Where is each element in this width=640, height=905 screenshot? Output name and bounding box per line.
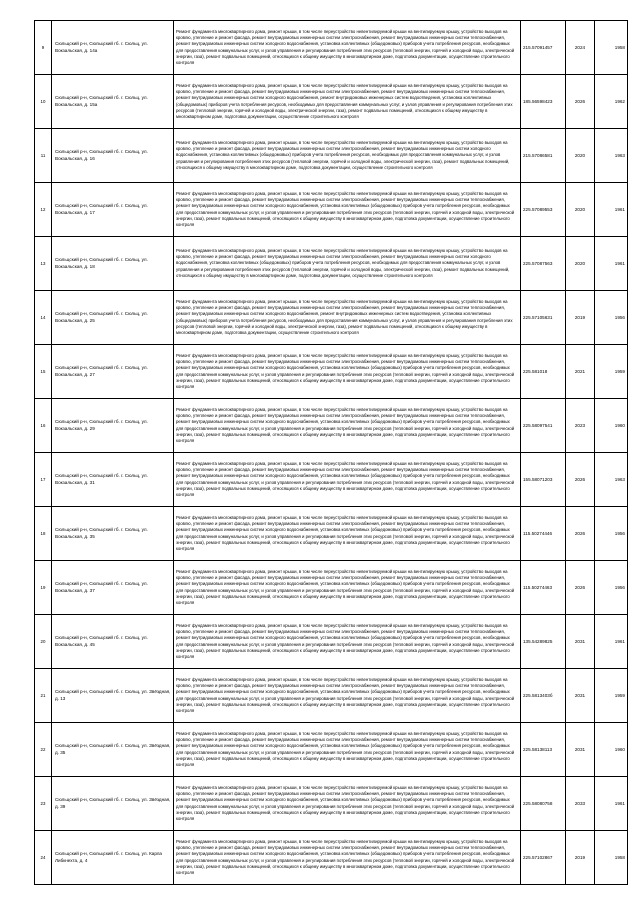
area-cell: 225.5813403б: [521, 669, 566, 723]
table-row: [35, 723, 628, 777]
area-cell: 225.57089553: [521, 183, 566, 237]
table-row: [35, 129, 628, 183]
planned-year-cell: 2024: [566, 21, 595, 75]
build-year-cell: 1961: [595, 615, 628, 669]
row-number-cell: 19: [35, 561, 52, 615]
area-cell: 225.58080758: [521, 777, 566, 831]
build-year-cell: 1960: [595, 399, 628, 453]
area-cell: 135.54289825: [521, 615, 566, 669]
planned-year-cell: 2031: [566, 615, 595, 669]
row-number-cell: 24: [35, 831, 52, 885]
planned-year-cell: 2020: [566, 183, 595, 237]
work-description-cell: Ремонт фундамента многоквартирного дома, ремонт крыши, в том числе переустройство невентилируемой крыши на вентилируемую крышу, устройство выходов на кровлю, утепление и ремонт фасада, ремонт внутридомовых инженерных систем электроснабжения, ремонт внутридомовых инженерных систем теплоснабжения, ремонт внутридомовых инженерных систем холодного водоснабжения, установка коллективных (общедомовых) приборов учета потребления ресурсов, необходимых для предоставления коммунальных услуг, и узлов управления и регулирования потребления этих ресурсов (тепловой энергии, горячей и холодной воды, электрической энергии, газа), ремонт подвальных помещений, относящихся к общему имуществу в многоквартирном доме, подготовка документации, осуществление строительного контроля: [174, 777, 521, 831]
planned-year-cell: 2026: [566, 75, 595, 129]
row-number-cell: 12: [35, 183, 52, 237]
area-cell: 225.57087563: [521, 237, 566, 291]
row-number-cell: 17: [35, 453, 52, 507]
address-cell: Сюльцский р-н, Сюльцский гб. г. Сюльц, ул. Карла Либкнехта, д. 4: [52, 831, 174, 885]
build-year-cell: 1962: [595, 75, 628, 129]
address-cell: Сюльцский р-н, Сюльцский гб. г. Сюльц, ул. Звёздная, д. 39: [52, 777, 174, 831]
work-description-cell: Ремонт фундамента многоквартирного дома, ремонт крыши, в том числе переустройство невентилируемой крыши на вентилируемую крышу, устройство выходов на кровлю, утепление и ремонт фасада, ремонт внутридомовых инженерных систем электроснабжения, ремонт внутридомовых инженерных систем теплоснабжения, ремонт внутридомовых инженерных систем холодного водоснабжения, установка коллективных (общедомовых) приборов учета потребления ресурсов, необходимых для предоставления коммунальных услуг, и узлов управления и регулирования потребления этих ресурсов (тепловой энергии, горячей и холодной воды, электрической энергии, газа), ремонт подвальных помещений, относящихся к общему имуществу в многоквартирном доме, подготовка документации, осуществление строительного контроля: [174, 183, 521, 237]
area-cell: 225.57105631: [521, 291, 566, 345]
address-cell: Сюльцский р-н, Сюльцский гб. г. Сюльц, ул. Вокзальская, д. 14а: [52, 21, 174, 75]
build-year-cell: 1958: [595, 21, 628, 75]
table-row: [35, 399, 628, 453]
planned-year-cell: 2019: [566, 291, 595, 345]
build-year-cell: 1961: [595, 777, 628, 831]
build-year-cell: 1961: [595, 237, 628, 291]
table-row: [35, 453, 628, 507]
table-row: [35, 21, 628, 75]
planned-year-cell: 2031: [566, 669, 595, 723]
row-number-cell: 15: [35, 345, 52, 399]
area-cell: 225.581018: [521, 345, 566, 399]
planned-year-cell: 2020: [566, 237, 595, 291]
planned-year-cell: 2020: [566, 129, 595, 183]
area-cell: 185.56598423: [521, 75, 566, 129]
planned-year-cell: 2026: [566, 453, 595, 507]
build-year-cell: 1959: [595, 345, 628, 399]
work-description-cell: Ремонт фундамента многоквартирного дома, ремонт крыши, в том числе переустройство невентилируемой крыши на вентилируемую крышу, устройство выходов на кровлю, утепление и ремонт фасада, ремонт внутридомовых инженерных систем электроснабжения, ремонт внутридомовых инженерных систем теплоснабжения, ремонт внутридомовых инженерных систем холодного водоснабжения, установка коллективных (общедомовых) приборов учета потребления ресурсов, необходимых для предоставления коммунальных услуг, и узлов управления и регулирования потребления этих ресурсов (тепловой энергии, горячей и холодной воды, электрической энергии, газа), ремонт подвальных помещений, относящихся к общему имуществу в многоквартирном доме, подготовка документации, осуществление строительного контроля: [174, 831, 521, 885]
work-description-cell: Ремонт фундамента многоквартирного дома, ремонт крыши, в том числе переустройство невентилируемой крыши на вентилируемую крышу, устройство выходов на кровлю, утепление и ремонт фасада, ремонт внутридомовых инженерных систем электроснабжения, ремонт внутридомовых инженерных систем теплоснабжения, ремонт внутридомовых инженерных систем холодного водоснабжения, ремонт внутридомовых инженерных систем водоотведения, установка коллективных (общедомовых) приборов учета потребления ресурсов, необходимых для предоставления коммунальных услуг, и узлов управления и регулирования потребления этих ресурсов (тепловой энергии, горячей и холодной воды, электрической энергии, газа), ремонт подвальных помещений, относящихся к общему имуществу в многоквартирном доме, подготовка документации, осуществление строительного контроля: [174, 291, 521, 345]
work-description-cell: Ремонт фундамента многоквартирного дома, ремонт крыши, в том числе переустройство невентилируемой крыши на вентилируемую крышу, устройство выходов на кровлю, утепление и ремонт фасада, ремонт внутридомовых инженерных систем электроснабжения, ремонт внутридомовых инженерных систем теплоснабжения, ремонт внутридомовых инженерных систем холодного водоснабжения, установка коллективных (общедомовых) приборов учета потребления ресурсов, необходимых для предоставления коммунальных услуг, и узлов управления и регулирования потребления этих ресурсов (тепловой энергии, горячей и холодной воды, электрической энергии, газа), ремонт подвальных помещений, относящихся к общему имуществу в многоквартирном доме, подготовка документации, осуществление строительного контроля: [174, 615, 521, 669]
work-description-cell: Ремонт фундамента многоквартирного дома, ремонт крыши, в том числе переустройство невентилируемой крыши на вентилируемую крышу, устройство выходов на кровлю, утепление и ремонт фасада, ремонт внутридомовых инженерных систем электроснабжения, ремонт внутридомовых инженерных систем холодного водоснабжения, установка коллективных (общедомовых) приборов учета потребления ресурсов, необходимых для предоставления коммунальных услуг, и узлов управления и регулирования потребления этих ресурсов (тепловой энергии, горячей и холодной воды, электрической энергии, газа), ремонт подвальных помещений, относящихся к общему имуществу в многоквартирном доме, подготовка документации, осуществление строительного контроля: [174, 237, 521, 291]
row-number-cell: 16: [35, 399, 52, 453]
work-description-cell: Ремонт фундамента многоквартирного дома, ремонт крыши, в том числе переустройство невентилируемой крыши на вентилируемую крышу, устройство выходов на кровлю, утепление и ремонт фасада, ремонт внутридомовых инженерных систем электроснабжения, ремонт внутридомовых инженерных систем теплоснабжения, ремонт внутридомовых инженерных систем холодного водоснабжения, установка коллективных (общедомовых) приборов учета потребления ресурсов, необходимых для предоставления коммунальных услуг, и узлов управления и регулирования потребления этих ресурсов (тепловой энергии, горячей и холодной воды, электрической энергии, газа), ремонт подвальных помещений, относящихся к общему имуществу в многоквартирном доме, подготовка документации, осуществление строительного контроля: [174, 723, 521, 777]
build-year-cell: 1959: [595, 669, 628, 723]
area-cell: 115.50274463: [521, 561, 566, 615]
work-description-cell: Ремонт фундамента многоквартирного дома, ремонт крыши, в том числе переустройство невентилируемой крыши на вентилируемую крышу, устройство выходов на кровлю, утепление и ремонт фасада, ремонт внутридомовых инженерных систем электроснабжения, ремонт внутридомовых инженерных систем теплоснабжения, ремонт внутридомовых инженерных систем холодного водоснабжения, установка коллективных (общедомовых) приборов учета потребления ресурсов, необходимых для предоставления коммунальных услуг, и узлов управления и регулирования потребления этих ресурсов (тепловой энергии, горячей и холодной воды, электрической энергии, газа), ремонт подвальных помещений, относящихся к общему имуществу в многоквартирном доме, подготовка документации, осуществление строительного контроля: [174, 21, 521, 75]
build-year-cell: 1963: [595, 129, 628, 183]
area-cell: 155.58071203: [521, 453, 566, 507]
address-cell: Сюльцский р-н, Сюльцский гб. г. Сюльц, ул. Звёздная, д. 13: [52, 669, 174, 723]
address-cell: Сюльцский р-н, Сюльцский гб. г. Сюльц, ул. Вокзальская, д. 35: [52, 507, 174, 561]
work-description-cell: Ремонт фундамента многоквартирного дома, ремонт крыши, в том числе переустройство невентилируемой крыши на вентилируемую крышу, устройство выходов на кровлю, утепление и ремонт фасада, ремонт внутридомовых инженерных систем электроснабжения, ремонт внутридомовых инженерных систем теплоснабжения, ремонт внутридомовых инженерных систем холодного водоснабжения, ремонт внутридомовых инженерных систем водоотведения, установка коллективных (общедомовых) приборов учета потребления ресурсов, необходимых для предоставления коммунальных услуг, и узлов управления и регулирования потребления этих ресурсов (тепловой энергии, горячей и холодной воды, электрической энергии, газа), ремонт подвальных помещений, относящихся к общему имуществу в многоквартирном доме, подготовка документации, осуществление строительного контроля: [174, 75, 521, 129]
row-number-cell: 10: [35, 75, 52, 129]
table-row: [35, 237, 628, 291]
work-description-cell: Ремонт фундамента многоквартирного дома, ремонт крыши, в том числе переустройство невентилируемой крыши на вентилируемую крышу, устройство выходов на кровлю, утепление и ремонт фасада, ремонт внутридомовых инженерных систем электроснабжения, ремонт внутридомовых инженерных систем теплоснабжения, ремонт внутридомовых инженерных систем холодного водоснабжения, установка коллективных (общедомовых) приборов учета потребления ресурсов, необходимых для предоставления коммунальных услуг, и узлов управления и регулирования потребления этих ресурсов (тепловой энергии, горячей и холодной воды, электрической энергии, газа), ремонт подвальных помещений, относящихся к общему имуществу в многоквартирном доме, подготовка документации, осуществление строительного контроля: [174, 669, 521, 723]
address-cell: Сюльцский р-н, Сюльцский гб. г. Сюльц, ул. Вокзальская, д. 25: [52, 291, 174, 345]
planned-year-cell: 2023: [566, 399, 595, 453]
table-row: [35, 615, 628, 669]
address-cell: Сюльцский р-н, Сюльцский гб. г. Сюльц, ул. Вокзальская, д. 37: [52, 561, 174, 615]
work-description-cell: Ремонт фундамента многоквартирного дома, ремонт крыши, в том числе переустройство невентилируемой крыши на вентилируемую крышу, устройство выходов на кровлю, утепление и ремонт фасада, ремонт внутридомовых инженерных систем электроснабжения, ремонт внутридомовых инженерных систем холодного водоснабжения, установка коллективных (общедомовых) приборов учета потребления ресурсов, необходимых для предоставления коммунальных услуг, и узлов управления и регулирования потребления этих ресурсов (тепловой энергии, горячей и холодной воды, электрической энергии, газа), ремонт подвальных помещений, относящихся к общему имуществу в многоквартирном доме, подготовка документации, осуществление строительного контроля: [174, 129, 521, 183]
work-description-cell: Ремонт фундамента многоквартирного дома, ремонт крыши, в том числе переустройство невентилируемой крыши на вентилируемую крышу, устройство выходов на кровлю, утепление и ремонт фасада, ремонт внутридомовых инженерных систем электроснабжения, ремонт внутридомовых инженерных систем теплоснабжения, ремонт внутридомовых инженерных систем холодного водоснабжения, установка коллективных (общедомовых) приборов учета потребления ресурсов, необходимых для предоставления коммунальных услуг, и узлов управления и регулирования потребления этих ресурсов (тепловой энергии, горячей и холодной воды, электрической энергии, газа), ремонт подвальных помещений, относящихся к общему имуществу в многоквартирном доме, подготовка документации, осуществление строительного контроля: [174, 561, 521, 615]
address-cell: Сюльцский р-н, Сюльцский гб. г. Сюльц, ул. Вокзальская, д. 27: [52, 345, 174, 399]
table-row: [35, 345, 628, 399]
row-number-cell: 23: [35, 777, 52, 831]
work-description-cell: Ремонт фундамента многоквартирного дома, ремонт крыши, в том числе переустройство невентилируемой крыши на вентилируемую крышу, устройство выходов на кровлю, утепление и ремонт фасада, ремонт внутридомовых инженерных систем электроснабжения, ремонт внутридомовых инженерных систем теплоснабжения, ремонт внутридомовых инженерных систем холодного водоснабжения, установка коллективных (общедомовых) приборов учета потребления ресурсов, необходимых для предоставления коммунальных услуг, и узлов управления и регулирования потребления этих ресурсов (тепловой энергии, горячей и холодной воды, электрической энергии, газа), ремонт подвальных помещений, относящихся к общему имуществу в многоквартирном доме, подготовка документации, осуществление строительного контроля: [174, 345, 521, 399]
address-cell: Сюльцский р-н, Сюльцский гб. г. Сюльц, ул. Звёздная, д. 35: [52, 723, 174, 777]
area-cell: 115.50274446: [521, 507, 566, 561]
planned-year-cell: 2026: [566, 561, 595, 615]
work-description-cell: Ремонт фундамента многоквартирного дома, ремонт крыши, в том числе переустройство невентилируемой крыши на вентилируемую крышу, устройство выходов на кровлю, утепление и ремонт фасада, ремонт внутридомовых инженерных систем электроснабжения, ремонт внутридомовых инженерных систем теплоснабжения, ремонт внутридомовых инженерных систем холодного водоснабжения, установка коллективных (общедомовых) приборов учета потребления ресурсов, необходимых для предоставления коммунальных услуг, и узлов управления и регулирования потребления этих ресурсов (тепловой энергии, горячей и холодной воды, электрической энергии, газа), ремонт подвальных помещений, относящихся к общему имуществу в многоквартирном доме, подготовка документации, осуществление строительного контроля: [174, 453, 521, 507]
build-year-cell: 1958: [595, 831, 628, 885]
build-year-cell: 1956: [595, 561, 628, 615]
area-cell: 215.57086581: [521, 129, 566, 183]
build-year-cell: 1956: [595, 507, 628, 561]
address-cell: Сюльцский р-н, Сюльцский гб. г. Сюльц, ул. Вокзальская, д. 18: [52, 237, 174, 291]
area-cell: 225.57102867: [521, 831, 566, 885]
row-number-cell: 22: [35, 723, 52, 777]
table-row: [35, 831, 628, 885]
address-cell: Сюльцский р-н, Сюльцский гб. г. Сюльц, ул. Вокзальская, д. 31: [52, 453, 174, 507]
planned-year-cell: 2031: [566, 723, 595, 777]
planned-year-cell: 2019: [566, 831, 595, 885]
planned-year-cell: 2021: [566, 345, 595, 399]
row-number-cell: 18: [35, 507, 52, 561]
row-number-cell: 14: [35, 291, 52, 345]
table-row: [35, 777, 628, 831]
planned-year-cell: 2026: [566, 507, 595, 561]
area-cell: 225.58097541: [521, 399, 566, 453]
table-row: [35, 291, 628, 345]
build-year-cell: 1956: [595, 291, 628, 345]
row-number-cell: 13: [35, 237, 52, 291]
row-number-cell: 9: [35, 21, 52, 75]
table-row: [35, 75, 628, 129]
area-cell: 225.58138113: [521, 723, 566, 777]
work-description-cell: Ремонт фундамента многоквартирного дома, ремонт крыши, в том числе переустройство невентилируемой крыши на вентилируемую крышу, устройство выходов на кровлю, утепление и ремонт фасада, ремонт внутридомовых инженерных систем электроснабжения, ремонт внутридомовых инженерных систем теплоснабжения, ремонт внутридомовых инженерных систем холодного водоснабжения, установка коллективных (общедомовых) приборов учета потребления ресурсов, необходимых для предоставления коммунальных услуг, и узлов управления и регулирования потребления этих ресурсов (тепловой энергии, горячей и холодной воды, электрической энергии, газа), ремонт подвальных помещений, относящихся к общему имуществу в многоквартирном доме, подготовка документации, осуществление строительного контроля: [174, 507, 521, 561]
repair-program-table: [34, 20, 628, 885]
table-row: [35, 183, 628, 237]
planned-year-cell: 2033: [566, 777, 595, 831]
address-cell: Сюльцский р-н, Сюльцский гб. г. Сюльц, ул. Вокзальская, д. 45: [52, 615, 174, 669]
build-year-cell: 1963: [595, 453, 628, 507]
table-row: [35, 507, 628, 561]
area-cell: 215.57091457: [521, 21, 566, 75]
address-cell: Сюльцский р-н, Сюльцский гб. г. Сюльц, ул. Вокзальская, д. 15а: [52, 75, 174, 129]
table-body: [35, 21, 628, 885]
row-number-cell: 20: [35, 615, 52, 669]
table-row: [35, 561, 628, 615]
build-year-cell: 1961: [595, 183, 628, 237]
table-row: [35, 669, 628, 723]
address-cell: Сюльцский р-н, Сюльцский гб. г. Сюльц, ул. Вокзальская, д. 29: [52, 399, 174, 453]
build-year-cell: 1960: [595, 723, 628, 777]
row-number-cell: 21: [35, 669, 52, 723]
row-number-cell: 11: [35, 129, 52, 183]
work-description-cell: Ремонт фундамента многоквартирного дома, ремонт крыши, в том числе переустройство невентилируемой крыши на вентилируемую крышу, устройство выходов на кровлю, утепление и ремонт фасада, ремонт внутридомовых инженерных систем электроснабжения, ремонт внутридомовых инженерных систем теплоснабжения, ремонт внутридомовых инженерных систем холодного водоснабжения, установка коллективных (общедомовых) приборов учета потребления ресурсов, необходимых для предоставления коммунальных услуг, и узлов управления и регулирования потребления этих ресурсов (тепловой энергии, горячей и холодной воды, электрической энергии, газа), ремонт подвальных помещений, относящихся к общему имуществу в многоквартирном доме, подготовка документации, осуществление строительного контроля: [174, 399, 521, 453]
address-cell: Сюльцский р-н, Сюльцский гб. г. Сюльц, ул. Вокзальская, д. 16: [52, 129, 174, 183]
address-cell: Сюльцский р-н, Сюльцский гб. г. Сюльц, ул. Вокзальская, д. 17: [52, 183, 174, 237]
